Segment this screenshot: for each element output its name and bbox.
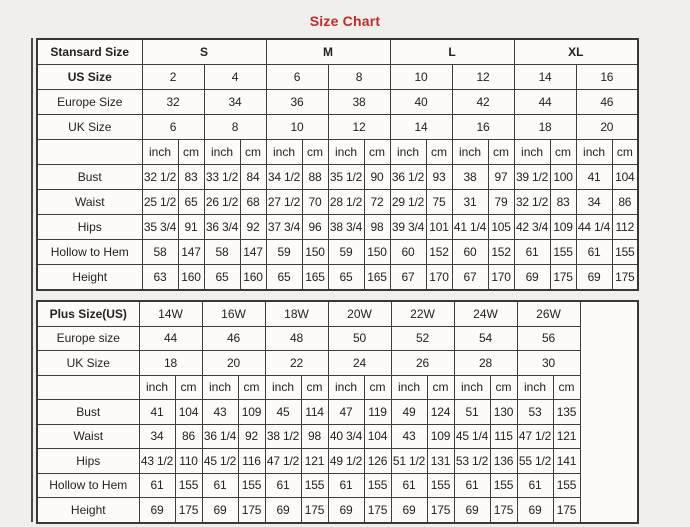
measurement-value: 60 (390, 240, 426, 265)
measurement-row (37, 215, 638, 240)
measurement-value: 43 (391, 424, 427, 449)
measurement-value: 61 (576, 240, 612, 265)
measurement-value: 160 (240, 265, 266, 291)
measurement-value: 72 (364, 190, 390, 215)
measurement-value: 88 (302, 165, 328, 190)
measurement-value: 150 (302, 240, 328, 265)
measurement-value: 109 (427, 424, 454, 449)
plus-size-header: 26W (517, 301, 580, 326)
us-size-value: 12 (452, 65, 514, 90)
measurement-label: Bust (37, 400, 139, 425)
measurement-label: Hips (37, 449, 139, 474)
measurement-value: 69 (265, 498, 301, 523)
measurement-value: 60 (452, 240, 488, 265)
uk-size-value: 20 (202, 351, 265, 376)
measurement-value: 63 (142, 265, 178, 291)
us-size-value: 8 (328, 65, 390, 90)
uk-size-value: 8 (204, 115, 266, 140)
measurement-value: 53 (517, 400, 553, 425)
measurement-value: 90 (364, 165, 390, 190)
measurement-value: 155 (238, 473, 265, 498)
uk-size-label: UK Size (37, 115, 142, 140)
measurement-row (37, 449, 638, 474)
measurement-value: 38 1/2 (265, 424, 301, 449)
measurement-value: 41 (139, 400, 175, 425)
inch-unit-label: inch (204, 140, 240, 165)
cm-unit-label: cm (238, 375, 265, 400)
europe-size-value: 52 (391, 326, 454, 351)
chart-title: Size Chart (309, 13, 381, 29)
uk-size-value: 18 (139, 351, 202, 376)
measurement-value: 98 (364, 215, 390, 240)
measurement-value: 121 (553, 424, 580, 449)
measurement-value: 96 (302, 215, 328, 240)
us-size-value: 6 (266, 65, 328, 90)
measurement-value: 36 1/2 (390, 165, 426, 190)
measurement-value: 152 (426, 240, 452, 265)
measurement-value: 61 (514, 240, 550, 265)
measurement-value: 69 (517, 498, 553, 523)
us-size-value: 14 (514, 65, 576, 90)
measurement-value: 104 (364, 424, 391, 449)
uk-size-value: 10 (266, 115, 328, 140)
us-size-value: 16 (576, 65, 638, 90)
measurement-value: 101 (426, 215, 452, 240)
plus-size-header: 22W (391, 301, 454, 326)
measurement-label: Hollow to Hem (37, 473, 139, 498)
measurement-value: 147 (240, 240, 266, 265)
inch-unit-label: inch (328, 140, 364, 165)
size-group-header: L (390, 39, 514, 65)
measurement-value: 104 (175, 400, 202, 425)
europe-size-value: 36 (266, 90, 328, 115)
measurement-value: 130 (490, 400, 517, 425)
measurement-value: 98 (301, 424, 328, 449)
cm-unit-label: cm (426, 140, 452, 165)
measurement-value: 43 1/2 (139, 449, 175, 474)
measurement-value: 59 (328, 240, 364, 265)
cm-unit-label: cm (301, 375, 328, 400)
measurement-value: 34 1/2 (266, 165, 302, 190)
measurement-value: 44 1/4 (576, 215, 612, 240)
europe-size-value: 54 (454, 326, 517, 351)
europe-size-value: 50 (328, 326, 391, 351)
size-group-header: XL (514, 39, 638, 65)
measurement-value: 100 (550, 165, 576, 190)
measurement-value: 58 (142, 240, 178, 265)
measurement-value: 175 (238, 498, 265, 523)
inch-unit-label: inch (265, 375, 301, 400)
measurement-value: 45 (265, 400, 301, 425)
uk-size-value: 12 (328, 115, 390, 140)
size-group-header: S (142, 39, 266, 65)
europe-size-label: Europe size (37, 326, 139, 351)
measurement-value: 155 (301, 473, 328, 498)
plus-size-header: 18W (265, 301, 328, 326)
us-size-label: US Size (37, 65, 142, 90)
measurement-row (37, 424, 638, 449)
measurement-value: 147 (178, 240, 204, 265)
measurement-value: 69 (514, 265, 550, 291)
header-row (37, 351, 638, 376)
measurement-value: 175 (550, 265, 576, 291)
measurement-value: 155 (427, 473, 454, 498)
measurement-value: 170 (426, 265, 452, 291)
measurement-value: 69 (391, 498, 427, 523)
inch-unit-label: inch (514, 140, 550, 165)
measurement-value: 37 3/4 (266, 215, 302, 240)
measurement-label: Hollow to Hem (37, 240, 142, 265)
measurement-value: 43 (202, 400, 238, 425)
empty-side-column (580, 301, 638, 523)
europe-size-value: 56 (517, 326, 580, 351)
measurement-value: 69 (454, 498, 490, 523)
measurement-value: 38 (452, 165, 488, 190)
measurement-value: 26 1/2 (204, 190, 240, 215)
measurement-value: 155 (175, 473, 202, 498)
uk-size-value: 20 (576, 115, 638, 140)
measurement-value: 53 1/2 (454, 449, 490, 474)
europe-size-value: 32 (142, 90, 204, 115)
size-group-header: M (266, 39, 390, 65)
measurement-value: 75 (426, 190, 452, 215)
units-row (37, 140, 638, 165)
cm-unit-label: cm (178, 140, 204, 165)
measurement-value: 34 (139, 424, 175, 449)
measurement-value: 92 (238, 424, 265, 449)
measurement-value: 175 (612, 265, 638, 291)
measurement-label: Height (37, 265, 142, 291)
measurement-label: Waist (37, 424, 139, 449)
uk-size-value: 14 (390, 115, 452, 140)
measurement-value: 68 (240, 190, 266, 215)
measurement-row (37, 190, 638, 215)
cm-unit-label: cm (175, 375, 202, 400)
measurement-value: 92 (240, 215, 266, 240)
measurement-value: 165 (302, 265, 328, 291)
uk-size-value: 16 (452, 115, 514, 140)
units-row (37, 375, 638, 400)
europe-size-label: Europe Size (37, 90, 142, 115)
measurement-value: 47 (328, 400, 364, 425)
uk-size-value: 22 (265, 351, 328, 376)
measurement-value: 155 (550, 240, 576, 265)
plus-size-header: 20W (328, 301, 391, 326)
measurement-value: 38 3/4 (328, 215, 364, 240)
europe-size-value: 46 (576, 90, 638, 115)
uk-size-value: 26 (391, 351, 454, 376)
measurement-row (37, 473, 638, 498)
measurement-value: 175 (490, 498, 517, 523)
uk-size-value: 30 (517, 351, 580, 376)
measurement-value: 32 1/2 (142, 165, 178, 190)
measurement-value: 86 (612, 190, 638, 215)
left-frame-line (31, 38, 33, 522)
standard-size-table (36, 38, 639, 291)
measurement-value: 51 (454, 400, 490, 425)
units-corner-empty (37, 375, 139, 400)
us-size-value: 4 (204, 65, 266, 90)
measurement-value: 165 (364, 265, 390, 291)
europe-size-value: 34 (204, 90, 266, 115)
header-row (37, 326, 638, 351)
measurement-value: 67 (452, 265, 488, 291)
measurement-value: 27 1/2 (266, 190, 302, 215)
measurement-value: 65 (204, 265, 240, 291)
measurement-value: 49 (391, 400, 427, 425)
measurement-value: 47 1/2 (265, 449, 301, 474)
measurement-value: 126 (364, 449, 391, 474)
measurement-value: 69 (139, 498, 175, 523)
measurement-value: 175 (301, 498, 328, 523)
plus-size-header: 24W (454, 301, 517, 326)
measurement-value: 42 3/4 (514, 215, 550, 240)
measurement-value: 155 (490, 473, 517, 498)
header-row (37, 301, 638, 326)
corner-label: Stansard Size (37, 39, 142, 65)
cm-unit-label: cm (364, 140, 390, 165)
measurement-value: 175 (553, 498, 580, 523)
europe-size-value: 48 (265, 326, 328, 351)
measurement-label: Bust (37, 165, 142, 190)
measurement-row (37, 400, 638, 425)
measurement-value: 58 (204, 240, 240, 265)
measurement-value: 31 (452, 190, 488, 215)
measurement-row (37, 240, 638, 265)
cm-unit-label: cm (490, 375, 517, 400)
measurement-value: 97 (488, 165, 514, 190)
inch-unit-label: inch (391, 375, 427, 400)
cm-unit-label: cm (364, 375, 391, 400)
measurement-value: 69 (202, 498, 238, 523)
header-row (37, 39, 638, 65)
measurement-row (37, 265, 638, 291)
measurement-value: 112 (612, 215, 638, 240)
measurement-value: 104 (612, 165, 638, 190)
europe-size-value: 38 (328, 90, 390, 115)
measurement-value: 45 1/2 (202, 449, 238, 474)
measurement-value: 39 3/4 (390, 215, 426, 240)
measurement-value: 65 (178, 190, 204, 215)
measurement-value: 141 (553, 449, 580, 474)
measurement-value: 40 3/4 (328, 424, 364, 449)
inch-unit-label: inch (454, 375, 490, 400)
measurement-value: 131 (427, 449, 454, 474)
us-size-value: 10 (390, 65, 452, 90)
measurement-value: 61 (265, 473, 301, 498)
measurement-value: 175 (427, 498, 454, 523)
measurement-value: 114 (301, 400, 328, 425)
inch-unit-label: inch (517, 375, 553, 400)
corner-label: Plus Size(US) (37, 301, 139, 326)
measurement-value: 49 1/2 (328, 449, 364, 474)
measurement-value: 121 (301, 449, 328, 474)
header-row (37, 65, 638, 90)
measurement-value: 109 (238, 400, 265, 425)
measurement-row (37, 498, 638, 523)
inch-unit-label: inch (576, 140, 612, 165)
europe-size-value: 42 (452, 90, 514, 115)
measurement-value: 25 1/2 (142, 190, 178, 215)
measurement-value: 41 (576, 165, 612, 190)
measurement-value: 51 1/2 (391, 449, 427, 474)
us-size-value: 2 (142, 65, 204, 90)
measurement-value: 91 (178, 215, 204, 240)
measurement-value: 150 (364, 240, 390, 265)
cm-unit-label: cm (553, 375, 580, 400)
measurement-value: 175 (364, 498, 391, 523)
measurement-label: Waist (37, 190, 142, 215)
measurement-value: 67 (390, 265, 426, 291)
measurement-value: 83 (550, 190, 576, 215)
measurement-value: 69 (328, 498, 364, 523)
uk-size-label: UK Size (37, 351, 139, 376)
cm-unit-label: cm (612, 140, 638, 165)
cm-unit-label: cm (302, 140, 328, 165)
measurement-value: 39 1/2 (514, 165, 550, 190)
uk-size-value: 18 (514, 115, 576, 140)
plus-size-table (36, 300, 639, 524)
measurement-value: 170 (488, 265, 514, 291)
cm-unit-label: cm (488, 140, 514, 165)
measurement-value: 175 (175, 498, 202, 523)
measurement-value: 84 (240, 165, 266, 190)
measurement-value: 155 (553, 473, 580, 498)
uk-size-value: 24 (328, 351, 391, 376)
measurement-value: 109 (550, 215, 576, 240)
measurement-value: 61 (517, 473, 553, 498)
measurement-value: 93 (426, 165, 452, 190)
measurement-value: 155 (364, 473, 391, 498)
measurement-value: 155 (612, 240, 638, 265)
measurement-value: 33 1/2 (204, 165, 240, 190)
measurement-value: 136 (490, 449, 517, 474)
europe-size-value: 44 (139, 326, 202, 351)
inch-unit-label: inch (328, 375, 364, 400)
measurement-value: 124 (427, 400, 454, 425)
measurement-value: 70 (302, 190, 328, 215)
measurement-row (37, 165, 638, 190)
inch-unit-label: inch (202, 375, 238, 400)
measurement-value: 34 (576, 190, 612, 215)
measurement-value: 65 (328, 265, 364, 291)
measurement-value: 110 (175, 449, 202, 474)
europe-size-value: 44 (514, 90, 576, 115)
measurement-value: 86 (175, 424, 202, 449)
measurement-value: 69 (576, 265, 612, 291)
inch-unit-label: inch (452, 140, 488, 165)
europe-size-value: 40 (390, 90, 452, 115)
measurement-value: 116 (238, 449, 265, 474)
measurement-value: 32 1/2 (514, 190, 550, 215)
measurement-value: 135 (553, 400, 580, 425)
measurement-value: 152 (488, 240, 514, 265)
measurement-value: 115 (490, 424, 517, 449)
measurement-value: 61 (454, 473, 490, 498)
measurement-value: 41 1/4 (452, 215, 488, 240)
plus-size-header: 14W (139, 301, 202, 326)
uk-size-value: 6 (142, 115, 204, 140)
measurement-value: 47 1/2 (517, 424, 553, 449)
measurement-value: 119 (364, 400, 391, 425)
cm-unit-label: cm (550, 140, 576, 165)
measurement-value: 36 1/4 (202, 424, 238, 449)
europe-size-value: 46 (202, 326, 265, 351)
measurement-value: 45 1/4 (454, 424, 490, 449)
header-row (37, 90, 638, 115)
inch-unit-label: inch (266, 140, 302, 165)
measurement-value: 36 3/4 (204, 215, 240, 240)
measurement-value: 83 (178, 165, 204, 190)
measurement-value: 28 1/2 (328, 190, 364, 215)
header-row (37, 115, 638, 140)
measurement-value: 61 (139, 473, 175, 498)
measurement-value: 61 (328, 473, 364, 498)
measurement-value: 79 (488, 190, 514, 215)
inch-unit-label: inch (142, 140, 178, 165)
measurement-value: 160 (178, 265, 204, 291)
cm-unit-label: cm (240, 140, 266, 165)
cm-unit-label: cm (427, 375, 454, 400)
measurement-value: 105 (488, 215, 514, 240)
inch-unit-label: inch (390, 140, 426, 165)
measurement-value: 35 1/2 (328, 165, 364, 190)
measurement-value: 29 1/2 (390, 190, 426, 215)
units-corner-empty (37, 140, 142, 165)
inch-unit-label: inch (139, 375, 175, 400)
measurement-label: Height (37, 498, 139, 523)
plus-size-header: 16W (202, 301, 265, 326)
uk-size-value: 28 (454, 351, 517, 376)
measurement-value: 55 1/2 (517, 449, 553, 474)
measurement-value: 35 3/4 (142, 215, 178, 240)
measurement-label: Hips (37, 215, 142, 240)
measurement-value: 61 (202, 473, 238, 498)
measurement-value: 61 (391, 473, 427, 498)
measurement-value: 65 (266, 265, 302, 291)
measurement-value: 59 (266, 240, 302, 265)
